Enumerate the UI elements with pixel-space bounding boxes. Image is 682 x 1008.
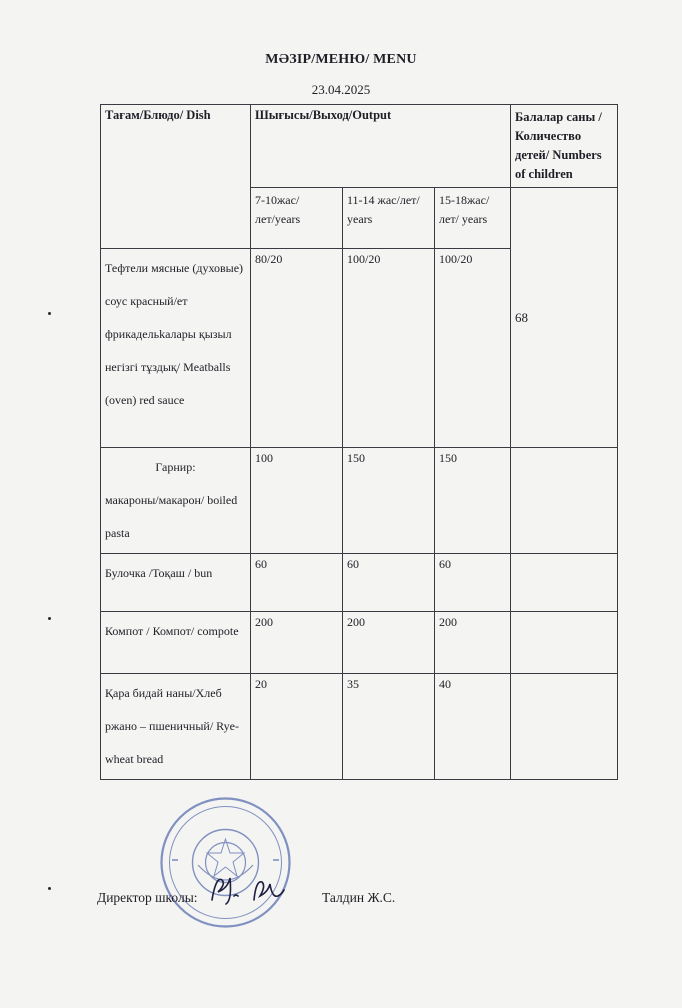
value-15-18: 150 bbox=[435, 448, 511, 554]
dish-prefix: Гарнир: bbox=[155, 460, 196, 474]
director-name: Талдин Ж.С. bbox=[322, 890, 396, 905]
value-11-14: 150 bbox=[343, 448, 435, 554]
header-row bbox=[101, 105, 618, 188]
document-title: МӘЗІР/МЕНЮ/ MENU bbox=[265, 52, 417, 67]
document-date: 23.04.2025 bbox=[311, 82, 371, 97]
header-output: Шығысы/Выход/Output bbox=[251, 105, 511, 188]
value-7-10: 60 bbox=[251, 554, 343, 612]
value-7-10: 200 bbox=[251, 612, 343, 674]
director-signature bbox=[208, 870, 288, 910]
value-11-14: 100/20 bbox=[343, 249, 435, 448]
value-15-18: 200 bbox=[435, 612, 511, 674]
margin-mark bbox=[48, 312, 51, 315]
empty-cell bbox=[511, 674, 618, 780]
empty-cell bbox=[511, 448, 618, 554]
dish-name: Компот / Компот/ compote bbox=[101, 612, 251, 674]
value-11-14: 200 bbox=[343, 612, 435, 674]
dish-name: Қара бидай наны/Хлеб ржано – пшеничный/ Rye-wheat bread bbox=[101, 674, 251, 780]
margin-mark bbox=[48, 617, 51, 620]
value-7-10: 100 bbox=[251, 448, 343, 554]
director-label: Директор школы: bbox=[97, 890, 198, 905]
menu-table bbox=[100, 104, 618, 780]
value-15-18: 40 bbox=[435, 674, 511, 780]
value-15-18: 60 bbox=[435, 554, 511, 612]
table-row bbox=[101, 554, 618, 612]
table-row bbox=[101, 448, 618, 554]
empty-cell bbox=[511, 554, 618, 612]
header-dish: Тағам/Блюдо/ Dish bbox=[101, 105, 251, 249]
empty-cell bbox=[511, 612, 618, 674]
age-group-7-10: 7-10жас/лет/years bbox=[251, 188, 343, 249]
age-group-11-14: 11-14 жас/лет/ years bbox=[343, 188, 435, 249]
margin-mark bbox=[48, 887, 51, 890]
value-11-14: 60 bbox=[343, 554, 435, 612]
value-15-18: 100/20 bbox=[435, 249, 511, 448]
children-count: 68 bbox=[511, 188, 618, 448]
header-children: Балалар саны /Количество детей/ Numbers of children bbox=[511, 105, 618, 188]
value-7-10: 80/20 bbox=[251, 249, 343, 448]
value-11-14: 35 bbox=[343, 674, 435, 780]
value-7-10: 20 bbox=[251, 674, 343, 780]
dish-name bbox=[101, 448, 251, 554]
table-row bbox=[101, 674, 618, 780]
dish-name: Тефтели мясные (духовые) соус красный/ет фрикадельkалары қызыл негізгі тұздық/ Meatballs (oven) red sauce bbox=[101, 249, 251, 448]
age-group-15-18: 15-18жас/лет/ years bbox=[435, 188, 511, 249]
dish-name: Булочка /Тоқаш / bun bbox=[101, 554, 251, 612]
table-row bbox=[101, 612, 618, 674]
dish-text: макароны/макарон/ boiled pasta bbox=[105, 493, 238, 540]
